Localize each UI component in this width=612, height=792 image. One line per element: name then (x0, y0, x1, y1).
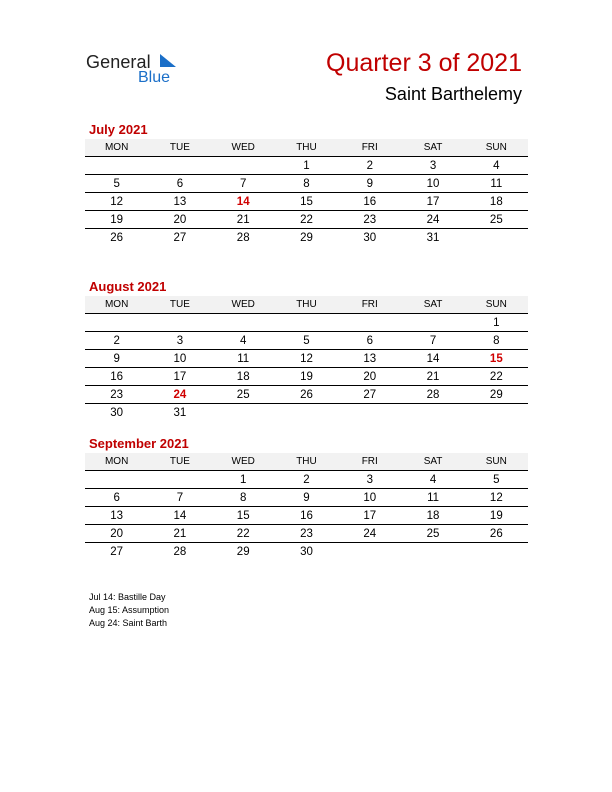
day-cell: 25 (426, 527, 440, 540)
day-cell: 30 (363, 231, 377, 244)
day-cell: 14 (426, 352, 440, 365)
day-cell: 10 (173, 352, 187, 365)
weekday-label: MON (104, 456, 129, 467)
day-cell: 22 (489, 370, 503, 383)
day-cell: 4 (493, 159, 500, 172)
day-cell: 27 (363, 388, 377, 401)
weekday-header (85, 139, 528, 157)
week-row (85, 332, 528, 350)
day-cell: 3 (176, 334, 184, 347)
month-title: July 2021 (89, 122, 148, 137)
weekday-label: WED (231, 142, 255, 153)
logo-text-general: General (86, 52, 151, 72)
month-july (85, 121, 528, 246)
month-title: September 2021 (89, 436, 189, 451)
day-cell: 22 (300, 213, 313, 226)
day-cell: 20 (110, 527, 124, 540)
day-cell: 10 (426, 177, 440, 190)
weekday-label: THU (296, 299, 317, 310)
day-cell: 5 (113, 177, 120, 190)
week-row (85, 175, 528, 193)
day-cell: 1 (493, 316, 500, 329)
day-cell: 7 (429, 334, 437, 347)
day-cell: 2 (113, 334, 120, 347)
holiday-notes (89, 591, 169, 630)
day-cell: 13 (110, 509, 124, 522)
day-cell: 16 (363, 195, 377, 208)
day-cell: 5 (493, 473, 500, 486)
day-cell: 28 (173, 545, 187, 558)
day-cell: 9 (113, 352, 120, 365)
weekday-label: SUN (485, 456, 507, 467)
day-cell: 17 (173, 370, 187, 383)
day-cell: 6 (176, 177, 184, 190)
day-cell: 7 (176, 491, 184, 504)
weekday-label: SAT (423, 299, 443, 310)
day-cell: 20 (173, 213, 187, 226)
day-cell: 28 (236, 231, 250, 244)
day-cell: 11 (237, 352, 250, 365)
day-cell: 16 (110, 370, 124, 383)
week-row (85, 543, 528, 560)
day-cell: 7 (240, 177, 247, 190)
day-cell: 21 (426, 370, 440, 383)
page-subtitle: Saint Barthelemy (384, 84, 522, 104)
day-cell: 27 (173, 231, 187, 244)
week-row (85, 386, 528, 404)
day-cell: 10 (363, 491, 377, 504)
weekday-header (85, 296, 528, 314)
day-cell: 18 (426, 509, 440, 522)
week-row (85, 489, 528, 507)
week-row (85, 471, 528, 489)
day-cell: 27 (110, 545, 124, 558)
day-cell: 25 (236, 388, 250, 401)
day-cell: 18 (489, 195, 503, 208)
day-cell: 2 (366, 159, 373, 172)
weekday-label: MON (104, 142, 129, 153)
day-cell: 24 (173, 388, 187, 401)
week-row (85, 350, 528, 368)
weekday-label: FRI (361, 299, 378, 310)
month-august (85, 278, 528, 421)
day-cell: 23 (300, 527, 313, 540)
day-cell: 21 (236, 213, 250, 226)
day-cell: 22 (236, 527, 250, 540)
day-cell: 24 (363, 527, 377, 540)
day-cell: 17 (363, 509, 377, 522)
day-cell: 8 (240, 491, 247, 504)
day-cell: 11 (490, 177, 503, 190)
day-cell: 2 (303, 473, 310, 486)
page-title: Quarter 3 of 2021 (326, 49, 522, 77)
month-september (85, 435, 528, 560)
day-cell: 29 (489, 388, 503, 401)
month-title: August 2021 (89, 279, 167, 294)
day-cell: 14 (236, 195, 250, 208)
day-cell: 13 (173, 195, 187, 208)
week-row (85, 229, 528, 246)
logo-text-blue: Blue (138, 69, 171, 86)
day-cell: 15 (236, 509, 250, 522)
day-cell: 3 (366, 473, 373, 486)
week-row (85, 211, 528, 229)
day-cell: 28 (426, 388, 440, 401)
brand-logo (86, 50, 196, 90)
weekday-label: FRI (361, 142, 378, 153)
day-cell: 17 (426, 195, 440, 208)
day-cell: 26 (489, 527, 503, 540)
day-cell: 21 (173, 527, 187, 540)
weekday-label: WED (231, 299, 255, 310)
day-cell: 30 (300, 545, 313, 558)
day-cell: 6 (366, 334, 373, 347)
day-cell: 19 (300, 370, 313, 383)
week-row (85, 314, 528, 332)
weekday-label: SUN (485, 299, 507, 310)
day-cell: 1 (303, 159, 310, 172)
day-cell: 12 (300, 352, 313, 365)
day-cell: 31 (426, 231, 440, 244)
week-row (85, 404, 528, 421)
day-cell: 12 (110, 195, 124, 208)
day-cell: 19 (489, 509, 503, 522)
day-cell: 20 (363, 370, 377, 383)
logo-triangle-icon (160, 54, 176, 68)
day-cell: 26 (110, 231, 124, 244)
holiday-note: Jul 14: Bastille Day (89, 592, 166, 602)
weekday-label: TUE (169, 456, 190, 467)
day-cell: 26 (300, 388, 313, 401)
holiday-note: Aug 15: Assumption (89, 605, 170, 615)
weekday-label: WED (231, 456, 255, 467)
weekday-label: TUE (169, 142, 190, 153)
weekday-label: FRI (361, 456, 378, 467)
day-cell: 8 (303, 177, 310, 190)
day-cell: 9 (303, 491, 310, 504)
day-cell: 3 (429, 159, 437, 172)
day-cell: 19 (110, 213, 124, 226)
day-cell: 23 (363, 213, 377, 226)
week-row (85, 368, 528, 386)
weekday-label: THU (296, 456, 317, 467)
week-row (85, 193, 528, 211)
month-grid (85, 157, 528, 246)
weekday-label: THU (296, 142, 317, 153)
day-cell: 31 (173, 406, 187, 419)
day-cell: 13 (363, 352, 377, 365)
weekday-label: SUN (485, 142, 507, 153)
day-cell: 4 (240, 334, 247, 347)
day-cell: 18 (236, 370, 250, 383)
day-cell: 4 (429, 473, 437, 486)
day-cell: 15 (300, 195, 313, 208)
day-cell: 1 (240, 473, 247, 486)
week-row (85, 525, 528, 543)
weekday-label: SAT (423, 456, 443, 467)
day-cell: 11 (427, 491, 440, 504)
day-cell: 16 (300, 509, 313, 522)
day-cell: 25 (489, 213, 503, 226)
day-cell: 9 (366, 177, 373, 190)
day-cell: 30 (110, 406, 124, 419)
day-cell: 14 (173, 509, 187, 522)
day-cell: 15 (489, 352, 503, 365)
week-row (85, 507, 528, 525)
month-grid (85, 314, 528, 421)
month-grid (85, 471, 528, 560)
holiday-note: Aug 24: Saint Barth (89, 618, 168, 628)
weekday-header (85, 453, 528, 471)
weekday-label: MON (104, 299, 129, 310)
day-cell: 24 (426, 213, 440, 226)
weekday-label: TUE (169, 299, 190, 310)
day-cell: 29 (236, 545, 250, 558)
day-cell: 12 (489, 491, 503, 504)
day-cell: 6 (113, 491, 120, 504)
day-cell: 5 (303, 334, 310, 347)
day-cell: 29 (300, 231, 313, 244)
weekday-label: SAT (423, 142, 443, 153)
day-cell: 23 (110, 388, 124, 401)
week-row (85, 157, 528, 175)
day-cell: 8 (493, 334, 500, 347)
